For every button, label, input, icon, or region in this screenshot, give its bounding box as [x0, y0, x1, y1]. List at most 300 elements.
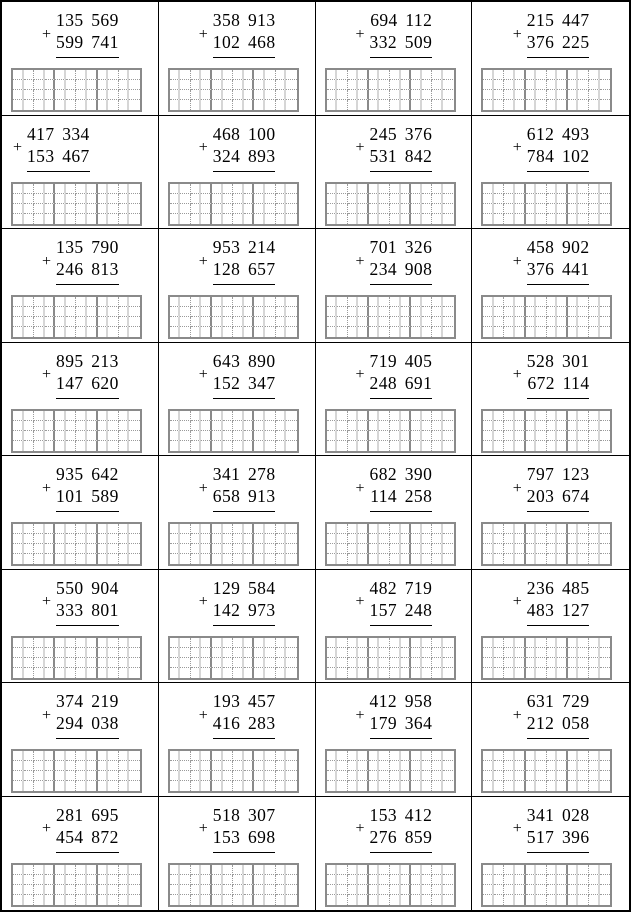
- answer-cell: [24, 100, 35, 110]
- answer-grid: [481, 409, 612, 453]
- answer-cell: [244, 781, 255, 791]
- answer-cell: [170, 80, 181, 90]
- answer-cell: [578, 204, 589, 214]
- answer-cell: [66, 895, 77, 905]
- answer-cell: [443, 214, 454, 224]
- answer-cell: [45, 895, 56, 905]
- answer-cell: [515, 100, 526, 110]
- answer-cell: [286, 875, 297, 885]
- answer-cell: [358, 441, 369, 451]
- answer-cell: [98, 421, 109, 431]
- answer-cell: [557, 297, 568, 307]
- plus-operator: +: [512, 593, 522, 610]
- answer-cell: [422, 317, 433, 327]
- answer-cell: [379, 214, 390, 224]
- answer-cell: [379, 658, 390, 668]
- answer-cell: [170, 638, 181, 648]
- answer-cell: [401, 80, 412, 90]
- answer-cell: [191, 771, 202, 781]
- answer-cell: [515, 895, 526, 905]
- answer-cell: [276, 80, 287, 90]
- answer-cell: [13, 648, 24, 658]
- answer-cell: [348, 184, 359, 194]
- answer-cell: [286, 895, 297, 905]
- answer-grid: [481, 68, 612, 112]
- answer-cell: [600, 875, 611, 885]
- answer-cell: [108, 885, 119, 895]
- answer-cell: [13, 554, 24, 564]
- answer-cell: [276, 885, 287, 895]
- answer-cell: [13, 658, 24, 668]
- answer-cell: [87, 327, 98, 337]
- answer-cell: [244, 865, 255, 875]
- answer-cell: [286, 214, 297, 224]
- answer-cell: [504, 781, 515, 791]
- answer-cell: [45, 781, 56, 791]
- answer-cell: [34, 184, 45, 194]
- addition-problem: [513, 236, 590, 285]
- answer-cell: [233, 204, 244, 214]
- answer-cell: [443, 895, 454, 905]
- answer-cell: [494, 297, 505, 307]
- answer-cell: [108, 668, 119, 678]
- answer-cell: [201, 327, 212, 337]
- answer-cell: [337, 421, 348, 431]
- answer-cell: [422, 327, 433, 337]
- answer-cell: [34, 441, 45, 451]
- plus-operator: +: [198, 366, 208, 383]
- answer-cell: [401, 90, 412, 100]
- answer-cell: [265, 865, 276, 875]
- answer-cell: [547, 875, 558, 885]
- answer-cell: [66, 668, 77, 678]
- answer-cell: [76, 544, 87, 554]
- answer-cell: [547, 70, 558, 80]
- answer-cell: [600, 194, 611, 204]
- answer-cell: [600, 668, 611, 678]
- answer-cell: [254, 297, 265, 307]
- answer-cell: [191, 895, 202, 905]
- answer-cell: [170, 327, 181, 337]
- answer-cell: [494, 554, 505, 564]
- answer-cell: [276, 297, 287, 307]
- answer-cell: [504, 554, 515, 564]
- answer-cell: [13, 524, 24, 534]
- answer-cell: [504, 668, 515, 678]
- answer-cell: [254, 895, 265, 905]
- answer-cell: [401, 100, 412, 110]
- answer-cell: [432, 885, 443, 895]
- answer-cell: [401, 214, 412, 224]
- answer-cell: [87, 70, 98, 80]
- answer-cell: [390, 421, 401, 431]
- answer-cell: [24, 80, 35, 90]
- answer-cell: [348, 327, 359, 337]
- answer-cell: [432, 771, 443, 781]
- answer-cell: [494, 771, 505, 781]
- answer-cell: [589, 761, 600, 771]
- answer-cell: [201, 100, 212, 110]
- answer-cell: [483, 80, 494, 90]
- answer-cell: [24, 184, 35, 194]
- answer-cell: [87, 658, 98, 668]
- answer-cell: [87, 214, 98, 224]
- answer-cell: [526, 668, 537, 678]
- answer-cell: [411, 184, 422, 194]
- answer-grid: [325, 863, 456, 907]
- answer-cell: [66, 761, 77, 771]
- answer-cell: [286, 411, 297, 421]
- answer-cell: [369, 751, 380, 761]
- answer-cell: [55, 70, 66, 80]
- answer-cell: [337, 875, 348, 885]
- answer-cell: [557, 184, 568, 194]
- answer-cell: [422, 204, 433, 214]
- answer-cell: [233, 431, 244, 441]
- problem-cell: [159, 229, 316, 343]
- answer-cell: [401, 327, 412, 337]
- addition-problem: [513, 577, 590, 626]
- answer-cell: [483, 214, 494, 224]
- answer-cell: [108, 307, 119, 317]
- answer-cell: [108, 90, 119, 100]
- answer-cell: [483, 327, 494, 337]
- answer-cell: [536, 751, 547, 761]
- answer-cell: [55, 865, 66, 875]
- answer-cell: [45, 865, 56, 875]
- answer-cell: [87, 100, 98, 110]
- plus-operator: +: [13, 139, 23, 156]
- answer-cell: [13, 534, 24, 544]
- addend-top: 719 405: [369, 350, 433, 371]
- answer-cell: [286, 70, 297, 80]
- answer-cell: [536, 421, 547, 431]
- answer-cell: [422, 421, 433, 431]
- answer-cell: [369, 421, 380, 431]
- answer-cell: [191, 194, 202, 204]
- answer-cell: [568, 781, 579, 791]
- answer-cell: [286, 534, 297, 544]
- answer-cell: [443, 297, 454, 307]
- answer-cell: [337, 307, 348, 317]
- answer-cell: [390, 534, 401, 544]
- answer-cell: [244, 297, 255, 307]
- answer-cell: [494, 875, 505, 885]
- answer-cell: [13, 751, 24, 761]
- answer-cell: [180, 544, 191, 554]
- addition-problem: [199, 123, 276, 172]
- answer-cell: [76, 297, 87, 307]
- answer-cell: [600, 638, 611, 648]
- answer-cell: [358, 524, 369, 534]
- answer-cell: [66, 184, 77, 194]
- answer-cell: [401, 658, 412, 668]
- answer-cell: [98, 441, 109, 451]
- answer-cell: [557, 317, 568, 327]
- addition-problem: [199, 690, 276, 739]
- answer-cell: [286, 885, 297, 895]
- answer-cell: [483, 70, 494, 80]
- answer-cell: [223, 70, 234, 80]
- answer-cell: [526, 327, 537, 337]
- answer-cell: [443, 544, 454, 554]
- answer-cell: [87, 90, 98, 100]
- answer-cell: [201, 771, 212, 781]
- addend-top: 193 457: [212, 691, 276, 711]
- answer-cell: [244, 534, 255, 544]
- answer-cell: [515, 875, 526, 885]
- answer-cell: [212, 668, 223, 678]
- answer-cell: [87, 317, 98, 327]
- answer-cell: [390, 524, 401, 534]
- answer-cell: [557, 781, 568, 791]
- answer-cell: [390, 895, 401, 905]
- answer-grid: [481, 182, 612, 226]
- addend-top: 468 100: [212, 123, 276, 144]
- answer-cell: [191, 204, 202, 214]
- answer-cell: [494, 90, 505, 100]
- answer-cell: [87, 554, 98, 564]
- answer-cell: [483, 411, 494, 421]
- answer-cell: [244, 885, 255, 895]
- addition-problem: [356, 463, 433, 512]
- answer-cell: [483, 885, 494, 895]
- answer-cell: [191, 554, 202, 564]
- answer-cell: [379, 431, 390, 441]
- answer-cell: [87, 761, 98, 771]
- answer-cell: [119, 554, 130, 564]
- answer-cell: [180, 895, 191, 905]
- answer-cell: [369, 80, 380, 90]
- answer-cell: [170, 297, 181, 307]
- answer-cell: [98, 781, 109, 791]
- answer-grid: [11, 295, 142, 339]
- answer-cell: [244, 771, 255, 781]
- answer-cell: [348, 885, 359, 895]
- answer-cell: [55, 214, 66, 224]
- addend-top: 612 493: [526, 123, 590, 144]
- answer-cell: [483, 668, 494, 678]
- answer-cell: [276, 781, 287, 791]
- answer-cell: [66, 411, 77, 421]
- answer-cell: [24, 307, 35, 317]
- answer-cell: [401, 411, 412, 421]
- answer-cell: [369, 771, 380, 781]
- answer-cell: [536, 80, 547, 90]
- answer-cell: [233, 865, 244, 875]
- answer-cell: [327, 431, 338, 441]
- answer-cell: [600, 761, 611, 771]
- answer-cell: [390, 751, 401, 761]
- answer-cell: [515, 184, 526, 194]
- answer-cell: [244, 638, 255, 648]
- answer-cell: [170, 781, 181, 791]
- answer-cell: [379, 524, 390, 534]
- answer-cell: [379, 307, 390, 317]
- answer-cell: [379, 194, 390, 204]
- answer-cell: [515, 307, 526, 317]
- answer-cell: [265, 70, 276, 80]
- answer-cell: [557, 885, 568, 895]
- addend-top: 281 695: [56, 804, 119, 825]
- answer-cell: [547, 524, 558, 534]
- answer-cell: [87, 524, 98, 534]
- addition-problem: [199, 577, 276, 626]
- answer-cell: [369, 317, 380, 327]
- answer-cell: [223, 885, 234, 895]
- answer-cell: [337, 317, 348, 327]
- answer-cell: [76, 771, 87, 781]
- answer-cell: [180, 885, 191, 895]
- answer-cell: [66, 80, 77, 90]
- problem-cell: [159, 797, 316, 911]
- answer-cell: [379, 751, 390, 761]
- answer-cell: [180, 307, 191, 317]
- answer-cell: [55, 554, 66, 564]
- addend-top: 643 890: [212, 350, 276, 371]
- answer-cell: [369, 411, 380, 421]
- answer-cell: [494, 70, 505, 80]
- answer-cell: [422, 668, 433, 678]
- problem-cell: [159, 456, 316, 570]
- answer-cell: [223, 214, 234, 224]
- answer-grid: [168, 863, 299, 907]
- answer-cell: [547, 307, 558, 317]
- answer-cell: [233, 534, 244, 544]
- answer-cell: [557, 524, 568, 534]
- answer-cell: [494, 865, 505, 875]
- answer-cell: [327, 534, 338, 544]
- answer-cell: [578, 214, 589, 224]
- answer-cell: [443, 307, 454, 317]
- answer-cell: [108, 194, 119, 204]
- answer-cell: [536, 668, 547, 678]
- answer-cell: [432, 100, 443, 110]
- answer-cell: [119, 307, 130, 317]
- answer-cell: [254, 751, 265, 761]
- answer-cell: [369, 524, 380, 534]
- answer-cell: [276, 648, 287, 658]
- answer-cell: [568, 411, 579, 421]
- addend-top: 341 028: [526, 804, 590, 825]
- answer-cell: [276, 194, 287, 204]
- answer-cell: [286, 781, 297, 791]
- answer-cell: [276, 441, 287, 451]
- answer-cell: [13, 781, 24, 791]
- answer-cell: [358, 307, 369, 317]
- answer-cell: [276, 865, 287, 875]
- answer-cell: [589, 214, 600, 224]
- answer-cell: [180, 761, 191, 771]
- answer-cell: [443, 885, 454, 895]
- answer-cell: [348, 441, 359, 451]
- answer-cell: [390, 214, 401, 224]
- answer-cell: [108, 781, 119, 791]
- answer-cell: [180, 638, 191, 648]
- answer-cell: [98, 194, 109, 204]
- answer-grid: [11, 636, 142, 680]
- answer-cell: [358, 771, 369, 781]
- answer-cell: [568, 658, 579, 668]
- answer-cell: [348, 895, 359, 905]
- answer-cell: [578, 895, 589, 905]
- answer-cell: [327, 317, 338, 327]
- answer-cell: [66, 307, 77, 317]
- answer-cell: [66, 534, 77, 544]
- answer-cell: [55, 421, 66, 431]
- answer-cell: [129, 90, 140, 100]
- answer-cell: [348, 761, 359, 771]
- answer-cell: [76, 90, 87, 100]
- answer-cell: [108, 317, 119, 327]
- answer-cell: [483, 875, 494, 885]
- answer-cell: [401, 648, 412, 658]
- addend-bottom: 332 509: [370, 31, 433, 58]
- answer-cell: [45, 184, 56, 194]
- answer-cell: [212, 781, 223, 791]
- answer-cell: [223, 100, 234, 110]
- problem-cell: [159, 683, 316, 797]
- answer-cell: [358, 90, 369, 100]
- answer-cell: [443, 184, 454, 194]
- answer-cell: [337, 668, 348, 678]
- addition-problem: [356, 9, 433, 58]
- addition-problem: [513, 804, 590, 853]
- answer-cell: [244, 658, 255, 668]
- answer-cell: [276, 658, 287, 668]
- answer-cell: [223, 668, 234, 678]
- answer-cell: [337, 638, 348, 648]
- answer-cell: [244, 441, 255, 451]
- answer-cell: [45, 771, 56, 781]
- answer-cell: [180, 431, 191, 441]
- answer-cell: [337, 781, 348, 791]
- answer-cell: [119, 875, 130, 885]
- answer-cell: [212, 204, 223, 214]
- problem-cell: [472, 456, 629, 570]
- answer-cell: [87, 771, 98, 781]
- answer-cell: [24, 297, 35, 307]
- answer-cell: [348, 751, 359, 761]
- answer-cell: [411, 668, 422, 678]
- answer-cell: [24, 895, 35, 905]
- answer-cell: [55, 781, 66, 791]
- addend-bottom: 784 102: [527, 145, 590, 172]
- answer-grid: [168, 522, 299, 566]
- answer-cell: [390, 668, 401, 678]
- problem-cell: [159, 343, 316, 457]
- answer-cell: [422, 534, 433, 544]
- answer-cell: [589, 875, 600, 885]
- answer-cell: [411, 638, 422, 648]
- answer-cell: [13, 865, 24, 875]
- answer-cell: [432, 534, 443, 544]
- answer-cell: [515, 327, 526, 337]
- addition-problem: [42, 9, 119, 58]
- answer-cell: [76, 431, 87, 441]
- answer-cell: [327, 411, 338, 421]
- answer-cell: [536, 214, 547, 224]
- answer-cell: [526, 431, 537, 441]
- answer-grid: [481, 522, 612, 566]
- answer-cell: [504, 534, 515, 544]
- addend-bottom: 152 347: [213, 372, 276, 399]
- answer-cell: [76, 638, 87, 648]
- answer-cell: [411, 875, 422, 885]
- answer-cell: [76, 421, 87, 431]
- answer-cell: [276, 544, 287, 554]
- addend-top: 528 301: [526, 350, 590, 371]
